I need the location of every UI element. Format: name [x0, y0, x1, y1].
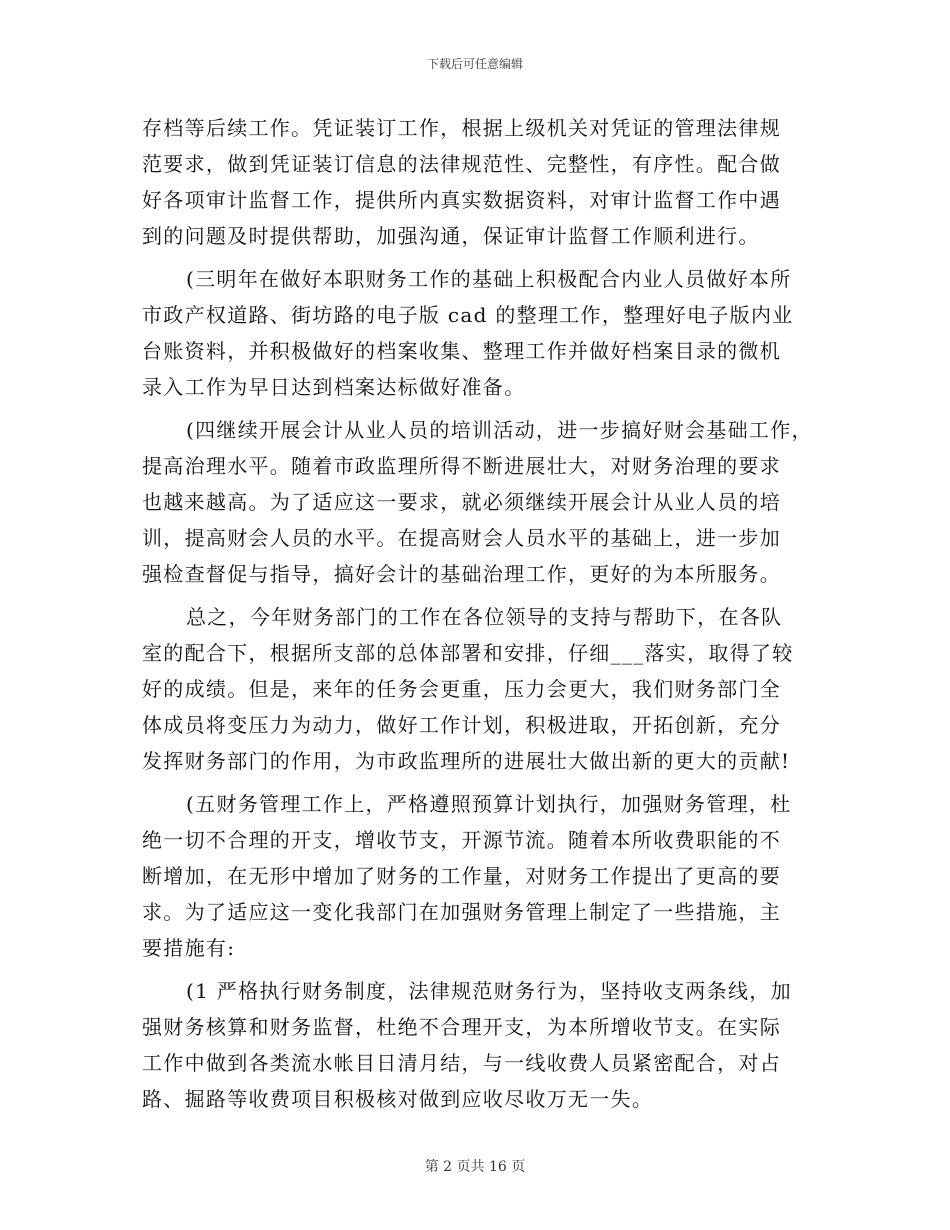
text-line: 求。为了适应这一变化我部门在加强财务管理上制定了一些措施，主	[142, 900, 781, 924]
paragraph	[142, 412, 822, 592]
text-line: 录入工作为早日达到档案达标做好准备。	[142, 375, 526, 399]
text-line: 绝一切不合理的开支，增收节支，开源节流。随着本所收费职能的不	[142, 828, 781, 852]
text-line: 好各项审计监督工作，提供所内真实数据资料，对审计监督工作中遇	[142, 188, 781, 212]
text-line: (三明年在做好本职财务工作的基础上积极配合内业人员做好本所	[186, 267, 792, 291]
text-line: 到的问题及时提供帮助，加强沟通，保证审计监督工作顺利进行。	[142, 224, 760, 248]
text-line: 提高治理水平。随着市政监理所得不断进展壮大，对财务治理的要求	[142, 454, 781, 478]
paragraph-gap	[142, 254, 822, 261]
text-line: 路、掘路等收费项目积极核对做到应收尽收万无一失。	[142, 1087, 654, 1111]
text-line: 好的成绩。但是，来年的任务会更重，压力会更大，我们财务部门全	[142, 677, 781, 701]
text-line: 发挥财务部门的作用，为市政监理所的进展壮大做出新的更大的贡献!	[142, 749, 791, 773]
paragraph	[142, 110, 822, 254]
paragraph	[142, 786, 822, 966]
paragraph-gap	[142, 405, 822, 412]
text-line: 存档等后续工作。凭证装订工作，根据上级机关对凭证的管理法律规	[142, 116, 781, 140]
text-line: 台账资料，并积极做好的档案收集、整理工作并做好档案目录的微机	[142, 339, 781, 363]
text-line: 强检查督促与指导，搞好会计的基础治理工作，更好的为本所服务。	[142, 562, 781, 586]
text-line: 工作中做到各类流水帐目日清月结，与一线收费人员紧密配合，对占	[142, 1051, 781, 1075]
text-line: (五财务管理工作上，严格遵照预算计划执行，加强财务管理，杜	[186, 792, 792, 816]
paragraph	[142, 261, 822, 405]
text-line: 室的配合下，根据所支部的总体部署和安排，仔细___落实，取得了较	[142, 641, 794, 665]
text-line: 强财务核算和财务监督，杜绝不合理开支，为本所增收节支。在实际	[142, 1015, 781, 1039]
paragraph	[142, 973, 822, 1117]
text-line: 也越来越高。为了适应这一要求，就必须继续开展会计从业人员的培	[142, 490, 781, 514]
paragraph-gap	[142, 966, 822, 973]
text-line: 总之，今年财务部门的工作在各位领导的支持与帮助下，在各队	[186, 605, 783, 629]
paragraph-gap	[142, 779, 822, 786]
text-line: 断增加，在无形中增加了财务的工作量，对财务工作提出了更高的要	[142, 864, 781, 888]
paragraph	[142, 599, 822, 779]
text-line: (1 严格执行财务制度，法律规范财务行为，坚持收支两条线，加	[186, 979, 792, 1003]
text-line: 体成员将变压力为动力，做好工作计划，积极进取，开拓创新，充分	[142, 713, 781, 737]
text-line: 要措施有:	[142, 936, 236, 960]
text-line: (四继续开展会计从业人员的培训活动，进一步搞好财会基础工作，	[186, 418, 813, 442]
text-line: 市政产权道路、街坊路的电子版 cad 的整理工作，整理好电子版内业	[142, 303, 794, 327]
paragraph-gap	[142, 592, 822, 599]
page-header: 下载后可任意编辑	[426, 57, 523, 71]
document-body	[142, 110, 822, 1117]
page-footer: 第 2 页共 16 页	[424, 1159, 526, 1175]
text-line: 训，提高财会人员的水平。在提高财会人员水平的基础上，进一步加	[142, 526, 781, 550]
text-line: 范要求，做到凭证装订信息的法律规范性、完整性，有序性。配合做	[142, 152, 781, 176]
